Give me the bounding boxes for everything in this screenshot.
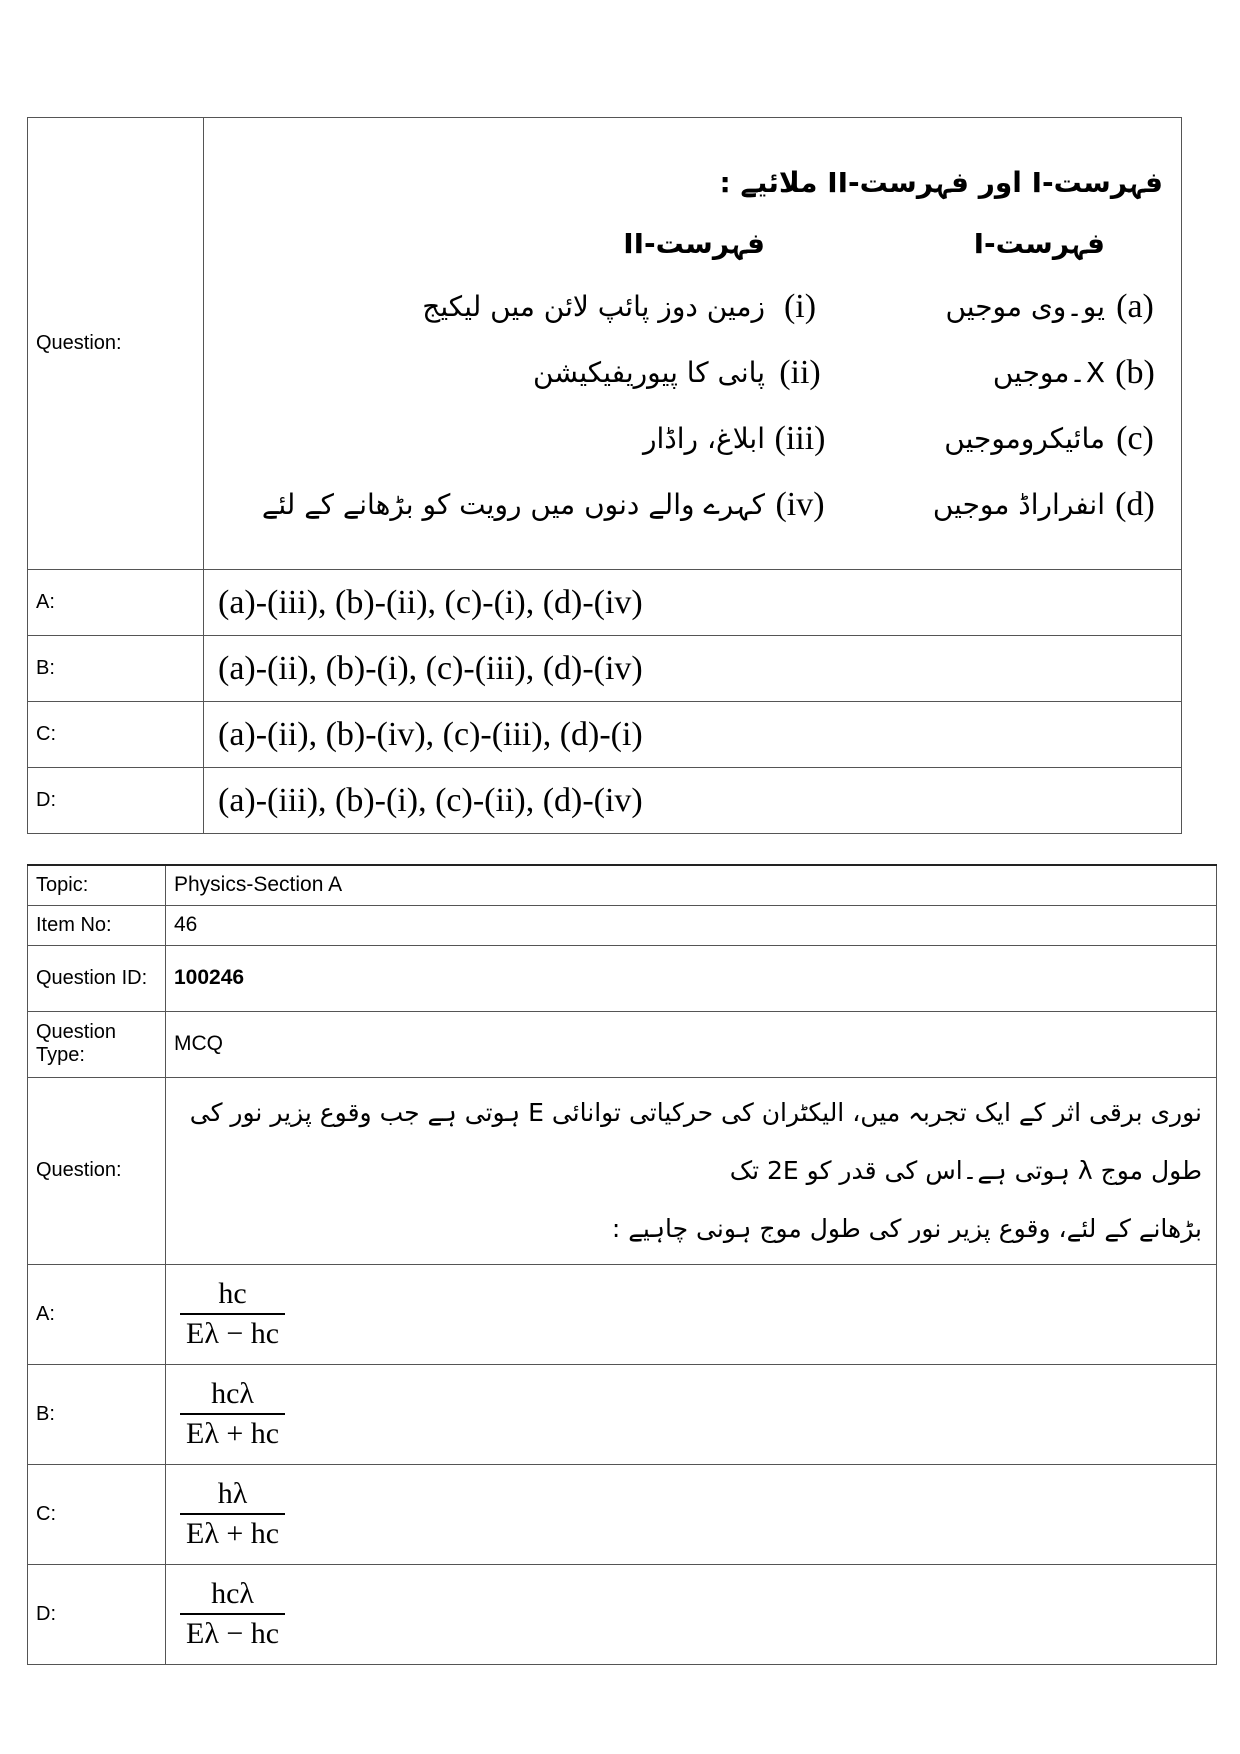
topic-label: Topic: <box>28 865 166 905</box>
fraction <box>180 1277 285 1351</box>
list-1-key: (c) <box>1116 419 1154 457</box>
denominator: Eλ + hc <box>180 1413 285 1451</box>
option-c-label: C: <box>28 1464 166 1564</box>
question-type-label: Question Type: <box>28 1011 166 1077</box>
question-id-label: Question ID: <box>28 945 166 1011</box>
numerator: hλ <box>217 1477 248 1510</box>
numerator: hc <box>218 1277 247 1310</box>
list-1-key: (b) <box>1115 353 1155 391</box>
option-d-formula <box>166 1564 1217 1664</box>
list-2-key: (ii) <box>779 353 821 391</box>
list-1-key: (d) <box>1115 485 1155 523</box>
denominator: Eλ − hc <box>180 1313 285 1351</box>
question-label: Question: <box>28 118 204 570</box>
option-d-label: D: <box>28 1564 166 1664</box>
list-2-item: کہرے والے دنوں میں رویت کو بڑھانے کے لئے <box>261 488 765 521</box>
option-a-text: (a)-(iii), (b)-(ii), (c)-(i), (d)-(iv) <box>204 570 1182 636</box>
question-body <box>204 118 1182 570</box>
numerator: hcλ <box>211 1577 254 1610</box>
question-text <box>166 1077 1217 1264</box>
denominator: Eλ − hc <box>180 1613 285 1651</box>
option-a-label: A: <box>28 1264 166 1364</box>
list-1-item: مائیکروموجیں <box>944 422 1105 455</box>
numerator: hcλ <box>211 1377 254 1410</box>
topic-value: Physics-Section A <box>166 865 1217 905</box>
option-a-formula <box>166 1264 1217 1364</box>
question-2-table <box>27 864 1217 1665</box>
question-line-1: نوری برقی اثر کے ایک تجربہ میں، الیکٹران کی حرکیاتی توانائی E ہوتی ہے جب وقوع پزیر نور کی طول موج λ ہوتی ہے۔اس کی قدر کو 2E تک <box>189 1097 1202 1185</box>
list-2-item: ابلاغ، راڈار <box>643 422 765 455</box>
list-2-heading: فہرست-II <box>623 226 765 260</box>
question-1-table <box>27 117 1182 834</box>
list-2-item: پانی کا پیوریفیکیشن <box>533 356 765 389</box>
list-2-key: (i) <box>783 287 817 325</box>
option-b-label: B: <box>28 636 204 702</box>
option-d-label: D: <box>28 768 204 834</box>
option-d-text: (a)-(iii), (b)-(i), (c)-(ii), (d)-(iv) <box>204 768 1182 834</box>
list-1-item: یو۔وی موجیں <box>945 290 1105 323</box>
list-1-key: (a) <box>1116 287 1154 325</box>
option-b-formula <box>166 1364 1217 1464</box>
list-1-heading: فہرست-I <box>973 226 1105 260</box>
item-no-label: Item No: <box>28 905 166 945</box>
fraction <box>180 1477 285 1551</box>
item-no-value: 46 <box>166 905 1217 945</box>
option-c-formula <box>166 1464 1217 1564</box>
list-1-item: X۔موجیں <box>992 356 1105 389</box>
question-label: Question: <box>28 1077 166 1264</box>
option-b-text: (a)-(ii), (b)-(i), (c)-(iii), (d)-(iv) <box>204 636 1182 702</box>
question-id-value: 100246 <box>166 945 1217 1011</box>
question-type-value: MCQ <box>166 1011 1217 1077</box>
option-c-text: (a)-(ii), (b)-(iv), (c)-(iii), (d)-(i) <box>204 702 1182 768</box>
list-1-item: انفراراڈ موجیں <box>932 488 1105 521</box>
list-2-key: (iv) <box>775 485 825 523</box>
question-line-2: بڑھانے کے لئے، وقوع پزیر نور کی طول موج ہونی چاہیے : <box>611 1213 1202 1243</box>
option-c-label: C: <box>28 702 204 768</box>
match-title: فہرست-I اور فہرست-II ملائیے : <box>719 165 1163 199</box>
option-b-label: B: <box>28 1364 166 1464</box>
option-a-label: A: <box>28 570 204 636</box>
list-2-key: (iii) <box>774 419 826 457</box>
match-lists <box>204 199 1181 542</box>
fraction <box>180 1577 285 1651</box>
fraction <box>180 1377 285 1451</box>
denominator: Eλ + hc <box>180 1513 285 1551</box>
list-2-item: زمین دوز پائپ لائن میں لیکیج <box>422 290 765 323</box>
